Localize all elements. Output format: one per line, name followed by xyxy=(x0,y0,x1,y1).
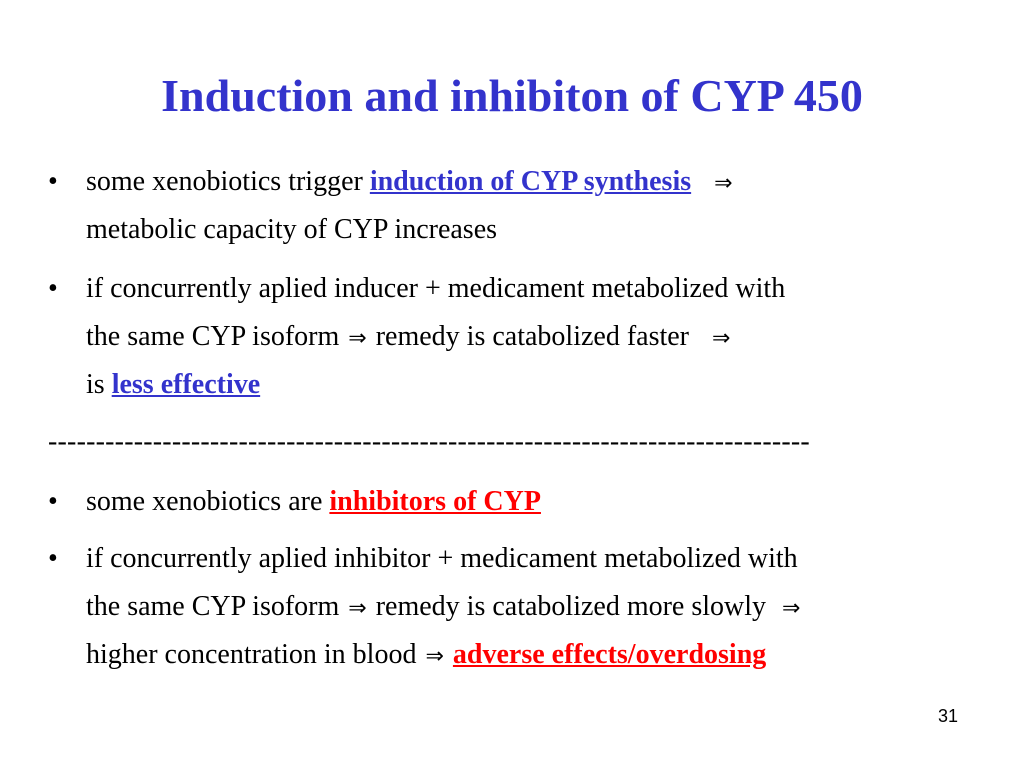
page-number: 31 xyxy=(938,706,959,726)
implies-arrow-icon: ⇒ xyxy=(348,326,367,351)
bullet-text: is xyxy=(86,369,112,400)
bullet-text: the same CYP isoform xyxy=(86,591,347,622)
bullet-dot: • xyxy=(48,166,58,197)
highlight-inhibitors-of-cyp: inhibitors of CYP xyxy=(329,486,541,517)
bullet-text: remedy is catabolized faster xyxy=(368,321,690,352)
bullet-text: some xenobiotics trigger xyxy=(86,166,370,197)
implies-arrow-icon: ⇒ xyxy=(425,644,444,669)
bullet-line xyxy=(86,583,802,633)
bullet-line: metabolic capacity of CYP increases xyxy=(86,214,498,245)
bullet-line xyxy=(86,361,260,409)
bullet-dot: • xyxy=(48,543,58,574)
bullet-line xyxy=(86,631,766,681)
implies-arrow-icon: ⇒ xyxy=(714,171,733,196)
slide-title: Induction and inhibiton of CYP 450 xyxy=(161,70,863,121)
implies-arrow-icon: ⇒ xyxy=(712,326,731,351)
bullet-line xyxy=(86,313,732,363)
implies-arrow-icon: ⇒ xyxy=(782,596,801,621)
highlight-less-effective: less effective xyxy=(111,369,261,400)
bullet-line xyxy=(86,478,541,526)
bullet-text: some xenobiotics are xyxy=(86,486,330,517)
highlight-adverse-effects: adverse effects/overdosing xyxy=(452,639,767,670)
bullet-line: if concurrently aplied inducer + medicament metabolized with xyxy=(86,273,786,304)
bullet-line: if concurrently aplied inhibitor + medicament metabolized with xyxy=(86,543,798,574)
bullet-dot: • xyxy=(48,486,58,517)
bullet-dot: • xyxy=(48,273,58,304)
bullet-text: the same CYP isoform xyxy=(86,321,347,352)
bullet-text: remedy is catabolized more slowly xyxy=(368,591,767,622)
highlight-induction-of-cyp-synthesis: induction of CYP synthesis xyxy=(369,166,692,197)
bullet-text: higher concentration in blood xyxy=(86,639,424,670)
bullet-line xyxy=(86,158,735,208)
dashed-separator: -------------------------------------------------------------------------------- xyxy=(48,426,810,457)
implies-arrow-icon: ⇒ xyxy=(348,596,367,621)
